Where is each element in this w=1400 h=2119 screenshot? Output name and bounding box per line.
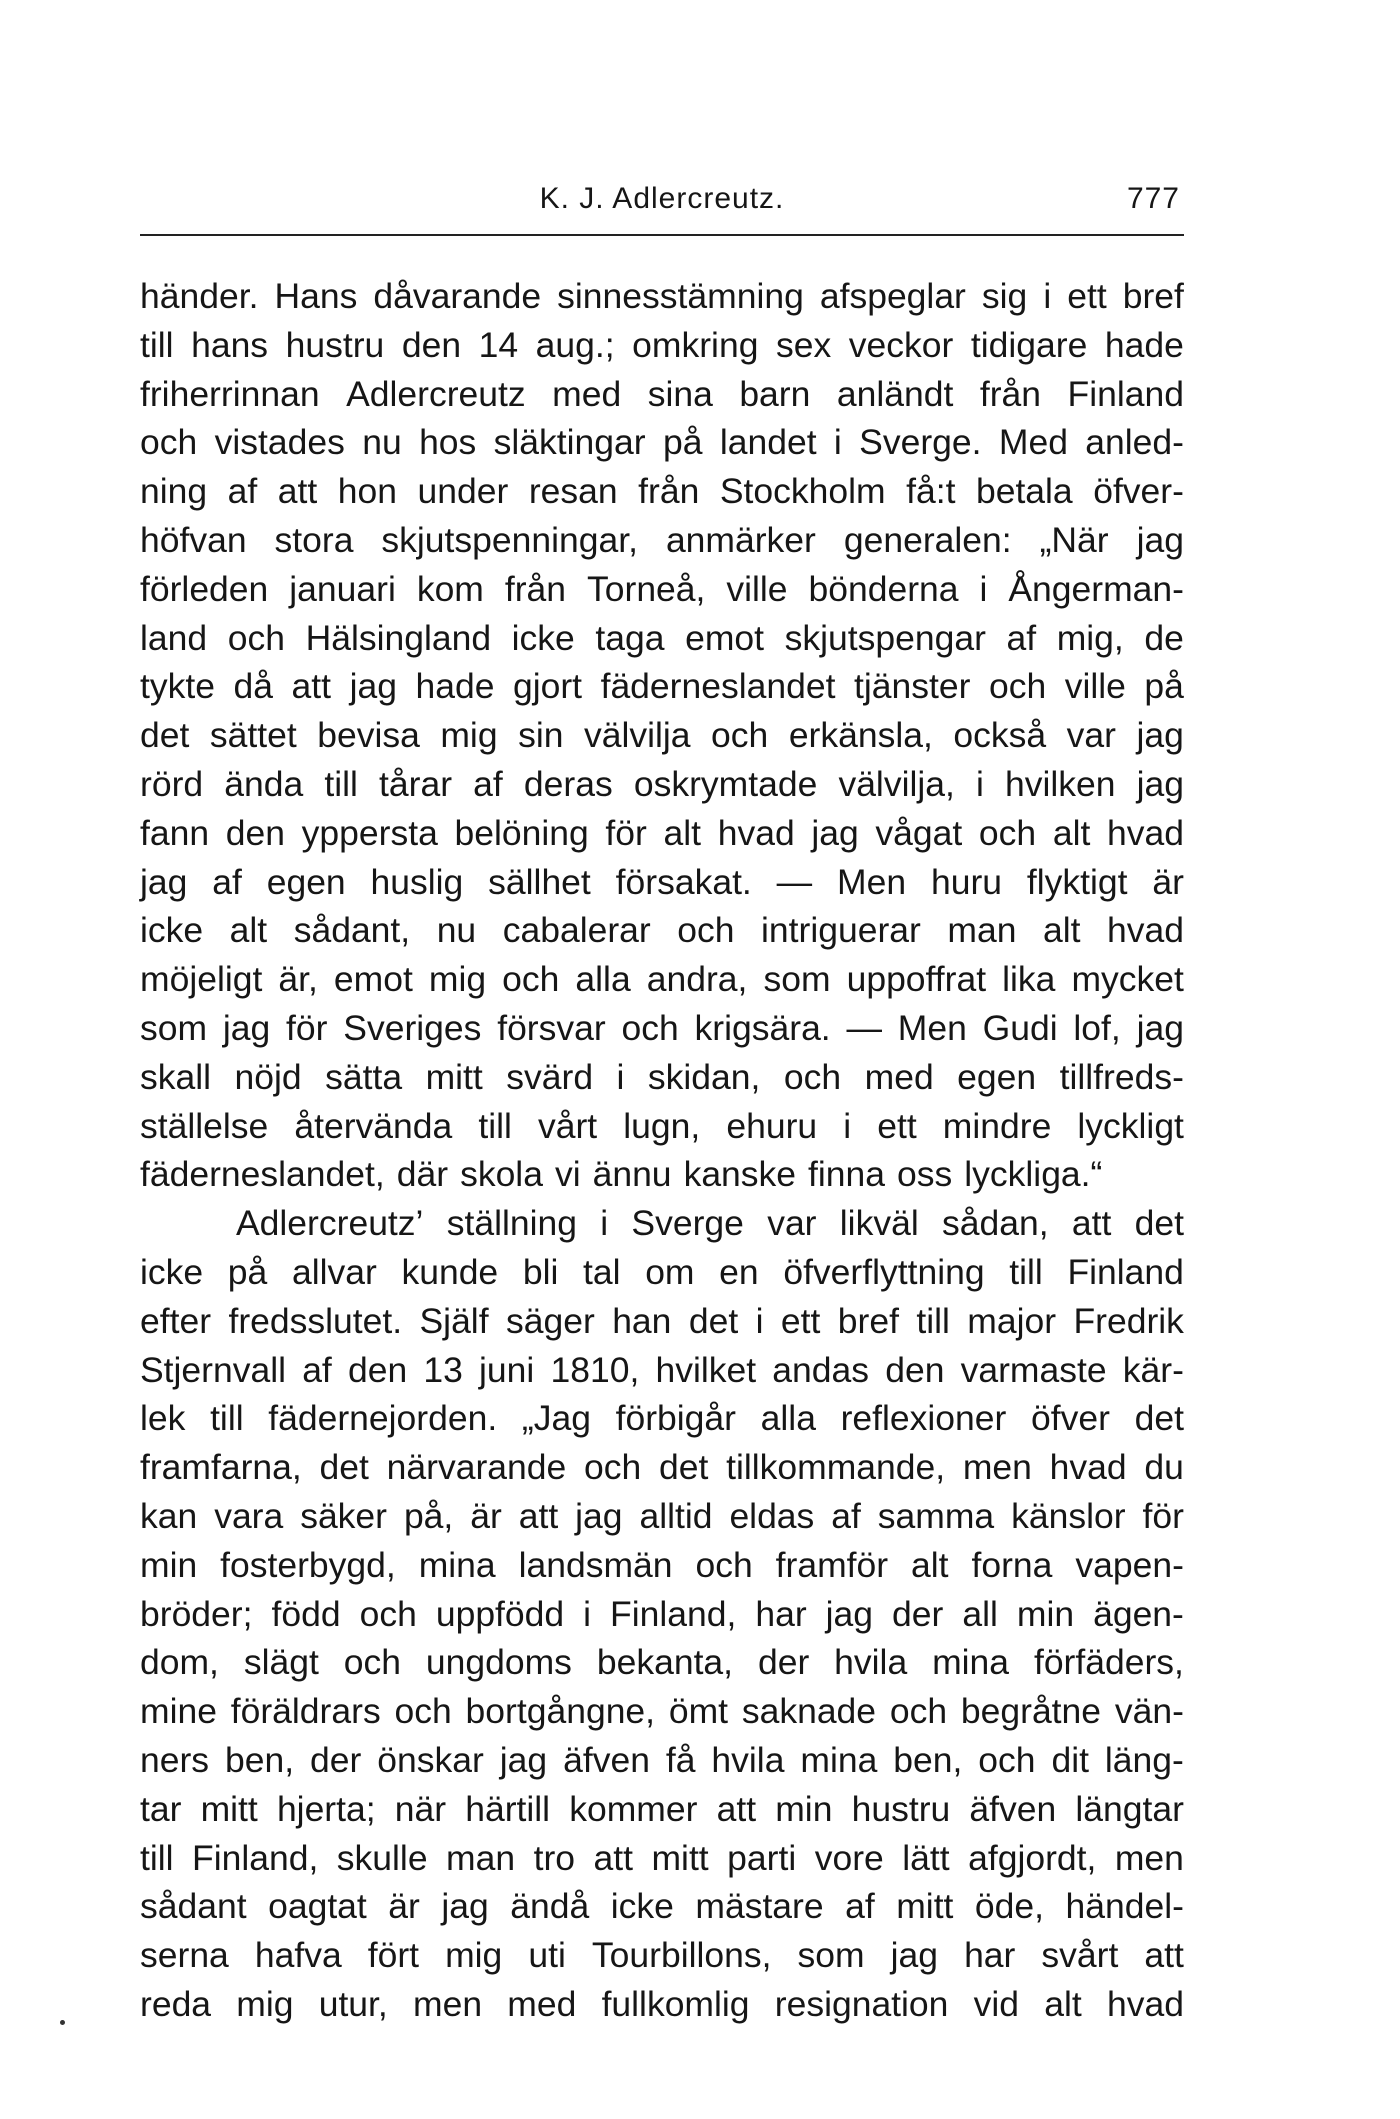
- text-line: mine föräldrars och bortgångne, ömt saknade och begråtne vän-: [140, 1691, 1184, 1732]
- text-line: lek till fädernejorden. „Jag förbigår alla reflexioner öfver det: [140, 1398, 1184, 1439]
- text-line: Stjernvall af den 13 juni 1810, hvilket andas den varmaste kär-: [140, 1349, 1184, 1390]
- text-line: sådant oagtat är jag ändå icke mästare af mitt öde, händel-: [140, 1886, 1184, 1927]
- text-line: och vistades nu hos släktingar på landet i Sverge. Med anled-: [140, 422, 1184, 463]
- text-line: icke alt sådant, nu cabalerar och intriguerar man alt hvad: [140, 910, 1184, 951]
- text-line: tar mitt hjerta; när härtill kommer att min hustru äfven längtar: [140, 1788, 1184, 1829]
- text-line: jag af egen huslig sällhet försakat. — Men huru flyktigt är: [140, 861, 1184, 902]
- text-line: höfvan stora skjutspenningar, anmärker generalen: „När jag: [140, 519, 1184, 560]
- running-title: K. J. Adlercreutz.: [539, 182, 785, 215]
- text-line: till Finland, skulle man tro att mitt parti vore lätt afgjordt, men: [140, 1837, 1184, 1878]
- text-line: kan vara säker på, är att jag alltid eldas af samma känslor för: [140, 1495, 1184, 1536]
- text-line: serna hafva fört mig uti Tourbillons, som jag har svårt att: [140, 1935, 1184, 1976]
- text-line: efter fredsslutet. Själf säger han det i ett bref till major Fredrik: [140, 1300, 1184, 1341]
- text-line: dom, slägt och ungdoms bekanta, der hvila mina förfäders,: [140, 1642, 1184, 1683]
- text-line: skall nöjd sätta mitt svärd i skidan, och med egen tillfreds-: [140, 1056, 1184, 1097]
- text-line: icke på allvar kunde bli tal om en öfverflyttning till Finland: [140, 1251, 1184, 1292]
- text-line: rörd ända till tårar af deras oskrymtade välvilja, i hvilken jag: [140, 763, 1184, 804]
- text-line: Adlercreutz’ ställning i Sverge var likväl sådan, att det: [236, 1203, 1184, 1244]
- text-line: förleden januari kom från Torneå, ville bönderna i Ångerman-: [140, 568, 1184, 609]
- text-line: ners ben, der önskar jag äfven få hvila mina ben, och dit läng-: [140, 1739, 1184, 1780]
- text-line: det sättet bevisa mig sin välvilja och erkänsla, också var jag: [140, 715, 1184, 756]
- text-line: tykte då att jag hade gjort fäderneslandet tjänster och ville på: [140, 666, 1184, 707]
- text-line: möjeligt är, emot mig och alla andra, som uppoffrat lika mycket: [140, 959, 1184, 1000]
- header-rule: [140, 234, 1184, 236]
- text-line: ning af att hon under resan från Stockholm få:t betala öfver-: [140, 471, 1184, 512]
- text-line: fäderneslandet, där skola vi ännu kanske finna oss lyckliga.“: [140, 1154, 1103, 1195]
- text-line: min fosterbygd, mina landsmän och framför alt forna vapen-: [140, 1544, 1184, 1585]
- text-line: som jag för Sveriges försvar och krigsära. — Men Gudi lof, jag: [140, 1007, 1184, 1048]
- text-line: händer. Hans dåvarande sinnesstämning afspeglar sig i ett bref: [140, 276, 1184, 316]
- page-number: 777: [1126, 182, 1180, 215]
- print-speck: [60, 2020, 65, 2025]
- text-line: friherrinnan Adlercreutz med sina barn anländt från Finland: [140, 373, 1184, 414]
- text-line: reda mig utur, men med fullkomlig resignation vid alt hvad: [140, 1983, 1184, 2024]
- text-line: bröder; född och uppfödd i Finland, har jag der all min ägen-: [140, 1593, 1184, 1634]
- text-line: ställelse återvända till vårt lugn, ehuru i ett mindre lyckligt: [140, 1105, 1184, 1146]
- body-text: [140, 272, 1184, 2029]
- running-head: [140, 182, 1184, 226]
- text-line: land och Hälsingland icke taga emot skjutspengar af mig, de: [140, 617, 1184, 658]
- text-line: framfarna, det närvarande och det tillkommande, men hvad du: [140, 1447, 1184, 1488]
- text-line: till hans hustru den 14 aug.; omkring sex veckor tidigare hade: [140, 324, 1184, 365]
- text-line: fann den yppersta belöning för alt hvad jag vågat och alt hvad: [140, 812, 1184, 853]
